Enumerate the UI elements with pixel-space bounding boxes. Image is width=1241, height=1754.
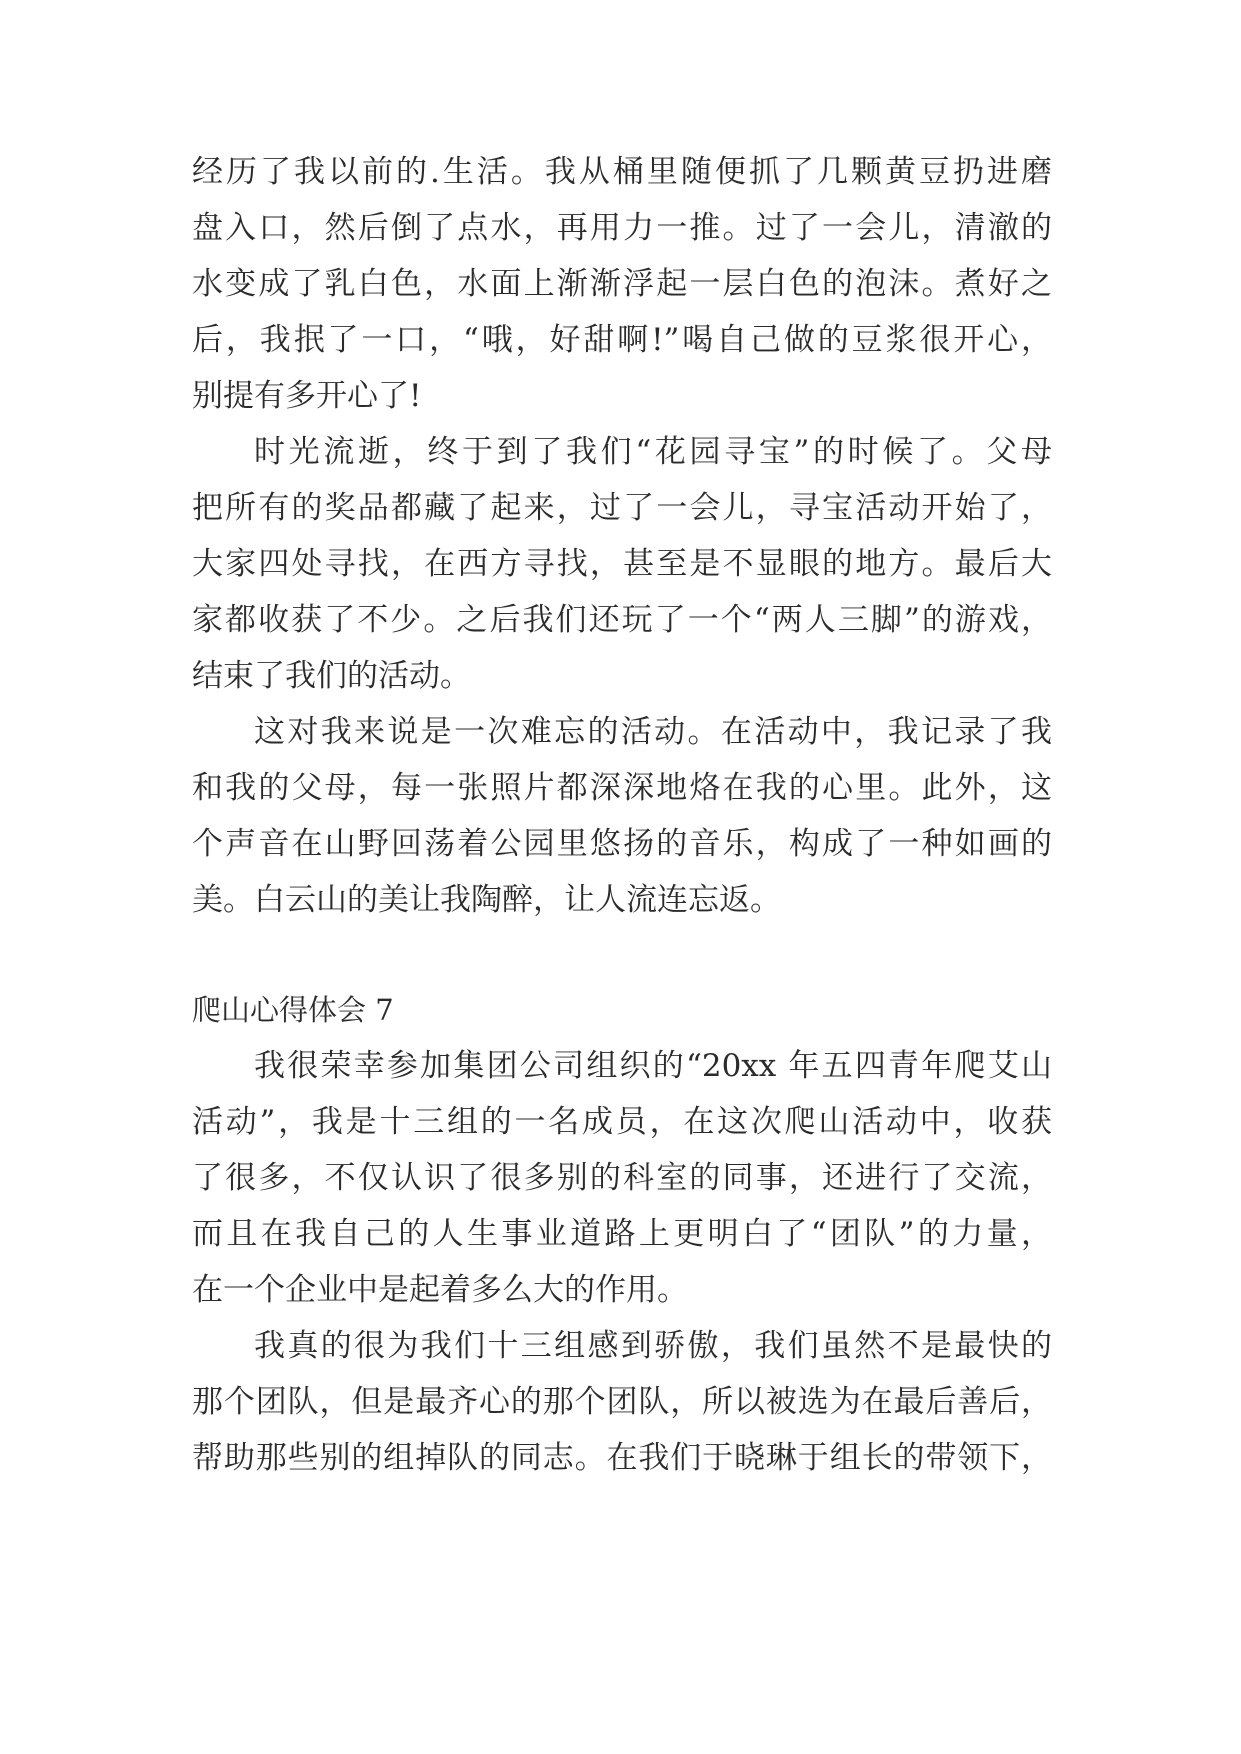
paragraph-line: 把所有的奖品都藏了起来，过了一会儿，寻宝活动开始了， bbox=[192, 490, 1052, 526]
paragraph-line: 美。白云山的美让我陶醉，让人流连忘返。 bbox=[192, 882, 781, 918]
paragraph-line: 而且在我自己的人生事业道路上更明白了“团队”的力量， bbox=[192, 1216, 1052, 1252]
paragraph-line: 别提有多开心了! bbox=[192, 378, 422, 414]
paragraph-line: 盘入口，然后倒了点水，再用力一推。过了一会儿，清澈的 bbox=[192, 210, 1052, 246]
paragraph-line: 活动”，我是十三组的一名成员，在这次爬山活动中，收获 bbox=[192, 1104, 1052, 1140]
paragraph-line: 经历了我以前的.生活。我从桶里随便抓了几颗黄豆扔进磨 bbox=[192, 154, 1052, 190]
paragraph-line: 帮助那些别的组掉队的同志。在我们于晓琳于组长的带领下， bbox=[192, 1440, 1052, 1476]
paragraph-line: 了很多，不仅认识了很多别的科室的同事，还进行了交流， bbox=[192, 1160, 1052, 1196]
paragraph-line: 我很荣幸参加集团公司组织的“20xx 年五四青年爬艾山 bbox=[254, 1048, 1052, 1084]
paragraph-line: 在一个企业中是起着多么大的作用。 bbox=[192, 1272, 688, 1308]
paragraph-line: 那个团队，但是最齐心的那个团队，所以被选为在最后善后， bbox=[192, 1384, 1052, 1420]
paragraph-line: 个声音在山野回荡着公园里悠扬的音乐，构成了一种如画的 bbox=[192, 826, 1052, 862]
paragraph-line: 结束了我们的活动。 bbox=[192, 658, 471, 694]
paragraph-line: 后，我抿了一口，“哦，好甜啊!”喝自己做的豆浆很开心， bbox=[192, 322, 1052, 358]
section-title: 爬山心得体会 7 bbox=[192, 993, 394, 1027]
paragraph-line: 和我的父母，每一张照片都深深地烙在我的心里。此外，这 bbox=[192, 770, 1052, 806]
paragraph-line: 水变成了乳白色，水面上渐渐浮起一层白色的泡沫。煮好之 bbox=[192, 266, 1052, 302]
paragraph-line: 我真的很为我们十三组感到骄傲，我们虽然不是最快的 bbox=[254, 1328, 1052, 1364]
paragraph-line: 时光流逝，终于到了我们“花园寻宝”的时候了。父母 bbox=[254, 434, 1052, 470]
paragraph-line: 大家四处寻找，在西方寻找，甚至是不显眼的地方。最后大 bbox=[192, 546, 1052, 582]
paragraph-line: 家都收获了不少。之后我们还玩了一个“两人三脚”的游戏， bbox=[192, 602, 1052, 638]
paragraph-line: 这对我来说是一次难忘的活动。在活动中，我记录了我 bbox=[254, 714, 1052, 750]
